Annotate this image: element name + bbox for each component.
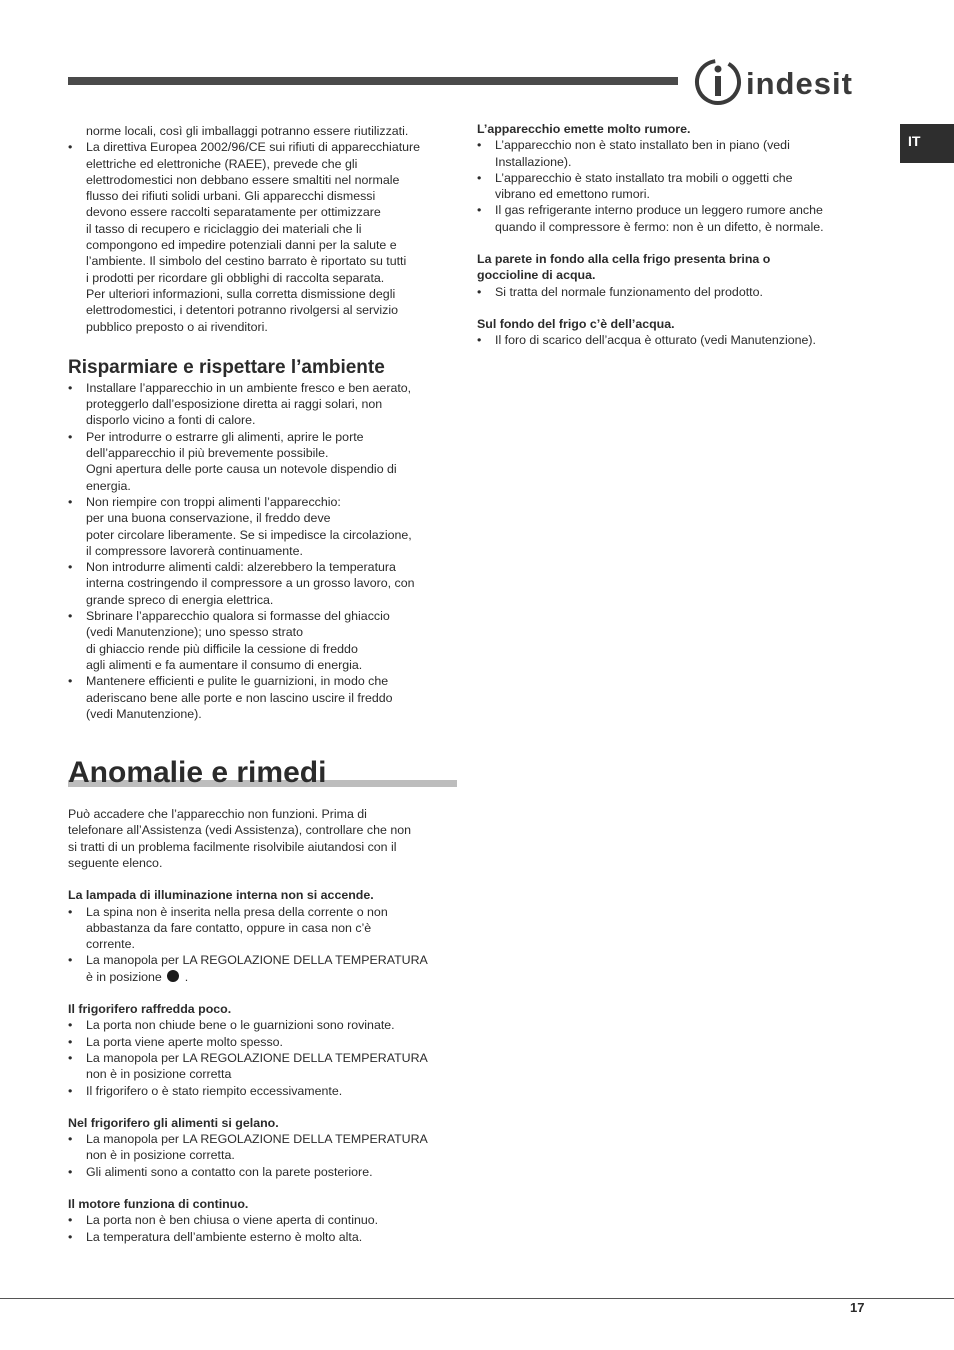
problem-title-lampada: La lampada di illuminazione interna non si accende. bbox=[68, 888, 374, 903]
indesit-logo bbox=[694, 58, 870, 106]
page-title: Anomalie e rimedi bbox=[68, 756, 327, 790]
left-column bbox=[68, 123, 460, 1245]
problem-title-acqua: Sul fondo del frigo c’è dell’acqua. bbox=[477, 316, 675, 331]
list-item: • La porta non è ben chiusa o viene aperta di continuo. bbox=[68, 1212, 460, 1228]
list-item: • Il foro di scarico dell’acqua è otturato (vedi Manutenzione). bbox=[477, 332, 869, 348]
list-item: • L’apparecchio è stato installato tra mobili o oggetti che vibrano ed emettono rumori. bbox=[477, 170, 869, 203]
list-item: • Si tratta del normale funzionamento del prodotto. bbox=[477, 284, 869, 300]
raee-item: • La direttiva Europea 2002/96/CE sui rifiuti di apparecchiature elettriche ed elettroniche (RAEE), prevede che gli elettrodomestici non debbano essere smaltiti nel normale flusso dei rifiuti solidi urbani. Gli apparecchi dismessi devono essere raccolti separatamente per ottimizzare il tasso di recupero e riciclaggio dei materiali che li compongono ed impedire potenziali danni per la salute e l’ambiente. Il simbolo del cestino barrato è riportato su tutti i prodotti per ricordare gli obblighi di raccolta separata. Per ulteriori informazioni, sulla corretta dismissione degli elettrodomestici, i detentori potranno rivolgersi al servizio pubblico preposto o ai rivenditori. bbox=[68, 139, 460, 335]
list-item: • Mantenere efficienti e pulite le guarnizioni, in modo che aderiscano bene alle porte e non lascino uscire il freddo (vedi Manutenzione). bbox=[68, 673, 460, 722]
list-item: • La manopola per LA REGOLAZIONE DELLA TEMPERATURA è in posizione . bbox=[68, 952, 460, 985]
problem-title-raffredda: Il frigorifero raffredda poco. bbox=[68, 1002, 232, 1017]
problem-title-rumore: L’apparecchio emette molto rumore. bbox=[477, 122, 691, 136]
list-item: • Sbrinare l’apparecchio qualora si formasse del ghiaccio (vedi Manutenzione); uno spesso strato di ghiaccio rende più difficile la cessione di freddo agli alimenti e fa aumentare il consumo di energia. bbox=[68, 608, 460, 673]
risparmiare-list bbox=[68, 380, 460, 722]
list-item: • La manopola per LA REGOLAZIONE DELLA TEMPERATURA non è in posizione corretta bbox=[68, 1050, 460, 1083]
anomalie-heading bbox=[68, 756, 460, 794]
list-item: • Non introdurre alimenti caldi: alzerebbero la temperatura interna costringendo il compressore a un grosso lavoro, con grande spreco di energia elettrica. bbox=[68, 559, 460, 608]
problem-title-motore: Il motore funziona di continuo. bbox=[68, 1197, 249, 1212]
section-title-risparmiare: Risparmiare e rispettare l’ambiente bbox=[68, 356, 385, 378]
off-position-icon bbox=[167, 970, 179, 982]
list-item: • La porta non chiude bene o le guarnizioni sono rovinate. bbox=[68, 1017, 460, 1033]
brand-name: indesit bbox=[746, 66, 853, 101]
list-item: • La spina non è inserita nella presa della corrente o non abbastanza da fare contatto, oppure in casa non c’è corrente. bbox=[68, 904, 460, 953]
list-item: • La manopola per LA REGOLAZIONE DELLA TEMPERATURA non è in posizione corretta. bbox=[68, 1131, 460, 1164]
language-tab: IT bbox=[900, 124, 954, 163]
list-item: • La porta viene aperte molto spesso. bbox=[68, 1034, 460, 1050]
list-item: • Per introdurre o estrarre gli alimenti, aprire le porte dell’apparecchio il più brevemente possibile. Ogni apertura delle porte causa un notevole dispendio di energia. bbox=[68, 429, 460, 494]
list-item: • Il frigorifero o è stato riempito eccessivamente. bbox=[68, 1083, 460, 1099]
list-item: • La temperatura dell’ambiente esterno è molto alta. bbox=[68, 1229, 460, 1245]
header-bar bbox=[68, 77, 678, 85]
list-item: • Il gas refrigerante interno produce un leggero rumore anche quando il compressore è fermo: non è un difetto, è normale. bbox=[477, 202, 869, 235]
list-item: norme locali, così gli imballaggi potranno essere riutilizzati. bbox=[86, 124, 409, 138]
problem-title-gelano: Nel frigorifero gli alimenti si gelano. bbox=[68, 1115, 279, 1130]
list-item: • Gli alimenti sono a contatto con la parete posteriore. bbox=[68, 1164, 460, 1180]
list-item: • L’apparecchio non è stato installato ben in piano (vedi Installazione). bbox=[477, 137, 869, 170]
page-number: 17 bbox=[850, 1300, 865, 1315]
problem-title-brina: La parete in fondo alla cella frigo presenta brina o goccioline di acqua. bbox=[477, 252, 771, 283]
right-column bbox=[477, 121, 869, 349]
footer-rule bbox=[0, 1298, 954, 1299]
list-item: • Installare l’apparecchio in un ambiente fresco e ben aerato, proteggerlo dall’esposizione diretta ai raggi solari, non disporlo vicino a fonti di calore. bbox=[68, 380, 460, 429]
anomalie-intro: Può accadere che l’apparecchio non funzioni. Prima di telefonare all’Assistenza (vedi Assistenza), controllare che non si tratti di un problema facilmente risolvibile aiutandosi con il seguente elenco. bbox=[68, 807, 411, 870]
list-item: • Non riempire con troppi alimenti l’apparecchio: per una buona conservazione, il freddo deve poter circolare liberamente. Se si impedisce la circolazione, il compressore lavorerà continuamente. bbox=[68, 494, 460, 559]
